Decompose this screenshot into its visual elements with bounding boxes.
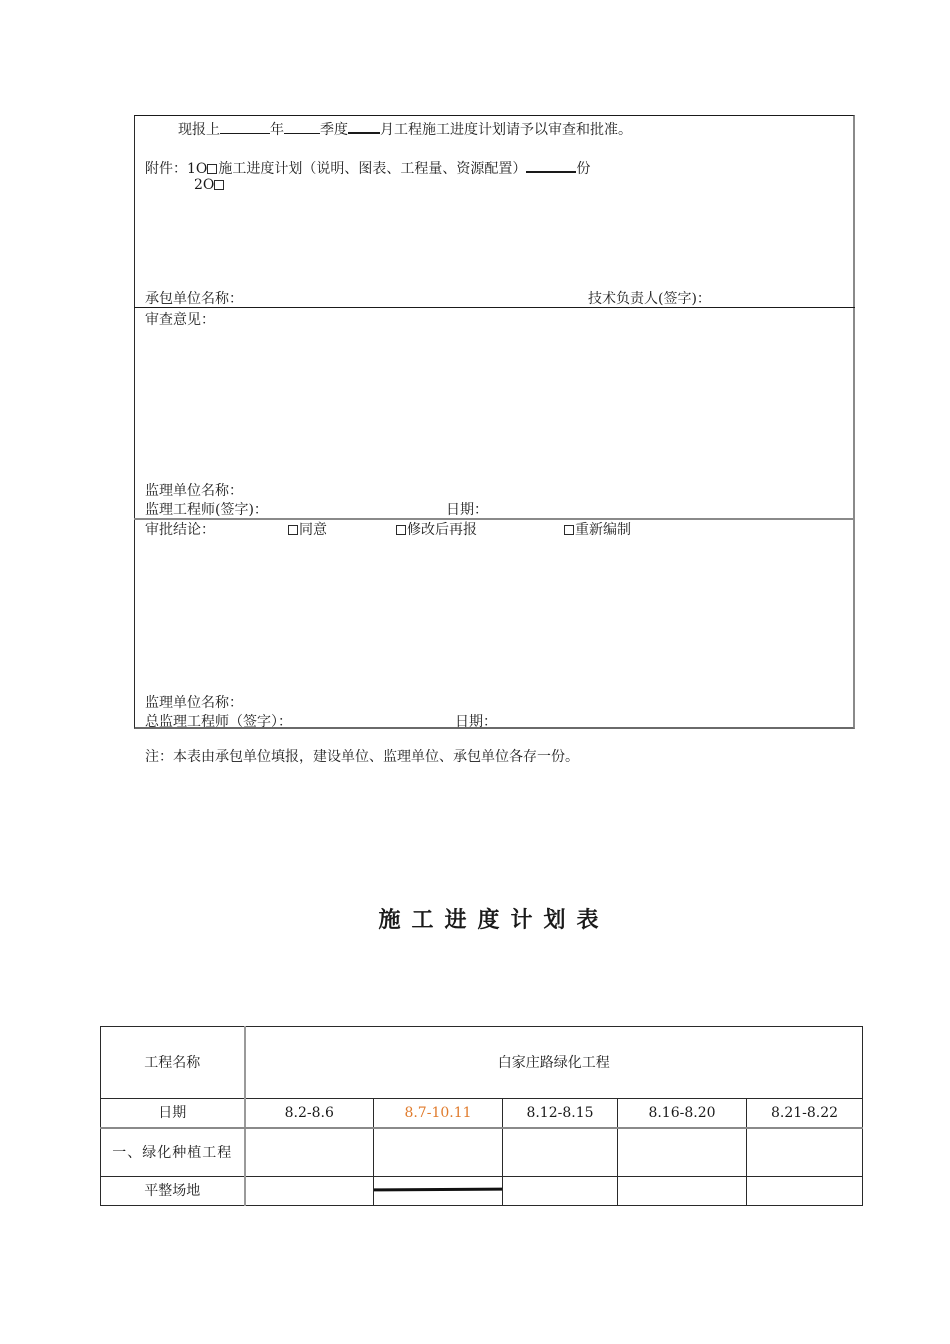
option-revise-label: 修改后再报 [407,522,477,538]
table-row [101,1128,863,1177]
report-prefix: 现报上 [178,122,220,138]
review-opinion-label: 审查意见： [145,312,215,328]
schedule-cell [503,1177,618,1206]
option-agree-label: 同意 [299,522,327,538]
project-name-value: 白家庄路绿化工程 [245,1027,863,1099]
quarter-suffix: 季度 [320,122,348,138]
agree-checkbox[interactable] [288,525,298,535]
attachment-1-checkbox[interactable] [207,164,217,174]
schedule-cell [618,1128,747,1177]
contractor-name-label: 承包单位名称： [145,291,243,307]
approval-date-label: 日期： [455,714,497,730]
table-row [101,1177,863,1206]
review-supervisor-unit-label: 监理单位名称： [145,483,243,499]
report-line [178,118,632,139]
period-4: 8.16-8.20 [618,1099,747,1129]
review-engineer-sign-label: 监理工程师(签字)： [145,502,268,518]
schedule-cell [245,1128,374,1177]
schedule-table [100,1026,863,1206]
date-label: 日期 [101,1099,245,1129]
section-label-greening [101,1128,245,1177]
section-label-text: 一、绿化种植工程 [112,1144,233,1161]
option-recompile-label: 重新编制 [575,522,631,538]
project-name-row [101,1027,863,1099]
attachment-1-number: 1O [187,161,208,177]
task-label-site-leveling: 平整场地 [101,1177,245,1206]
recompile-checkbox[interactable] [564,525,574,535]
attachment-2-number: 2O [194,177,215,193]
attachments-label: 附件： [145,161,187,177]
schedule-cell [747,1177,863,1206]
attachment-1-text: 施工进度计划（说明、图表、工程量、资源配置） [218,161,527,177]
month-blank[interactable] [348,118,380,134]
option-revise-resubmit[interactable] [396,521,477,539]
period-5: 8.21-8.22 [747,1099,863,1129]
year-suffix: 年 [270,122,284,138]
schedule-title: 施工进度计划表 [378,908,610,933]
review-date-label: 日期： [446,502,488,518]
attachment-item-2 [194,176,225,194]
date-header-row [101,1099,863,1129]
form-footnote: 注：本表由承包单位填报，建设单位、监理单位、承包单位各存一份。 [145,749,579,765]
project-name-label: 工程名称 [101,1027,245,1099]
period-1: 8.2-8.6 [245,1099,374,1129]
approval-supervisor-unit-label: 监理单位名称： [145,695,243,711]
option-recompile[interactable] [564,521,631,539]
period-3: 8.12-8.15 [503,1099,618,1129]
attachment-item-1 [145,157,590,178]
approval-conclusion-label: 审批结论： [145,522,215,538]
option-agree[interactable] [288,521,327,539]
period-2: 8.7-10.11 [374,1099,503,1129]
tech-lead-sign-label: 技术负责人(签字)： [588,291,711,307]
schedule-cell [747,1128,863,1177]
attachment-2-checkbox[interactable] [214,180,224,190]
month-suffix: 月工程施工进度计划请予以审查和批准。 [380,122,632,138]
gantt-bar [374,1188,502,1192]
schedule-cell-with-bar [374,1177,503,1206]
copies-blank[interactable] [526,157,576,173]
schedule-cell [618,1177,747,1206]
year-blank[interactable] [220,119,270,134]
quarter-blank[interactable] [284,119,320,134]
revise-checkbox[interactable] [396,525,406,535]
schedule-cell [245,1177,374,1206]
schedule-cell [503,1128,618,1177]
application-form-border [134,115,855,729]
schedule-cell [374,1128,503,1177]
chief-engineer-sign-label: 总监理工程师（签字）： [145,714,292,730]
attachment-1-unit: 份 [576,161,591,177]
